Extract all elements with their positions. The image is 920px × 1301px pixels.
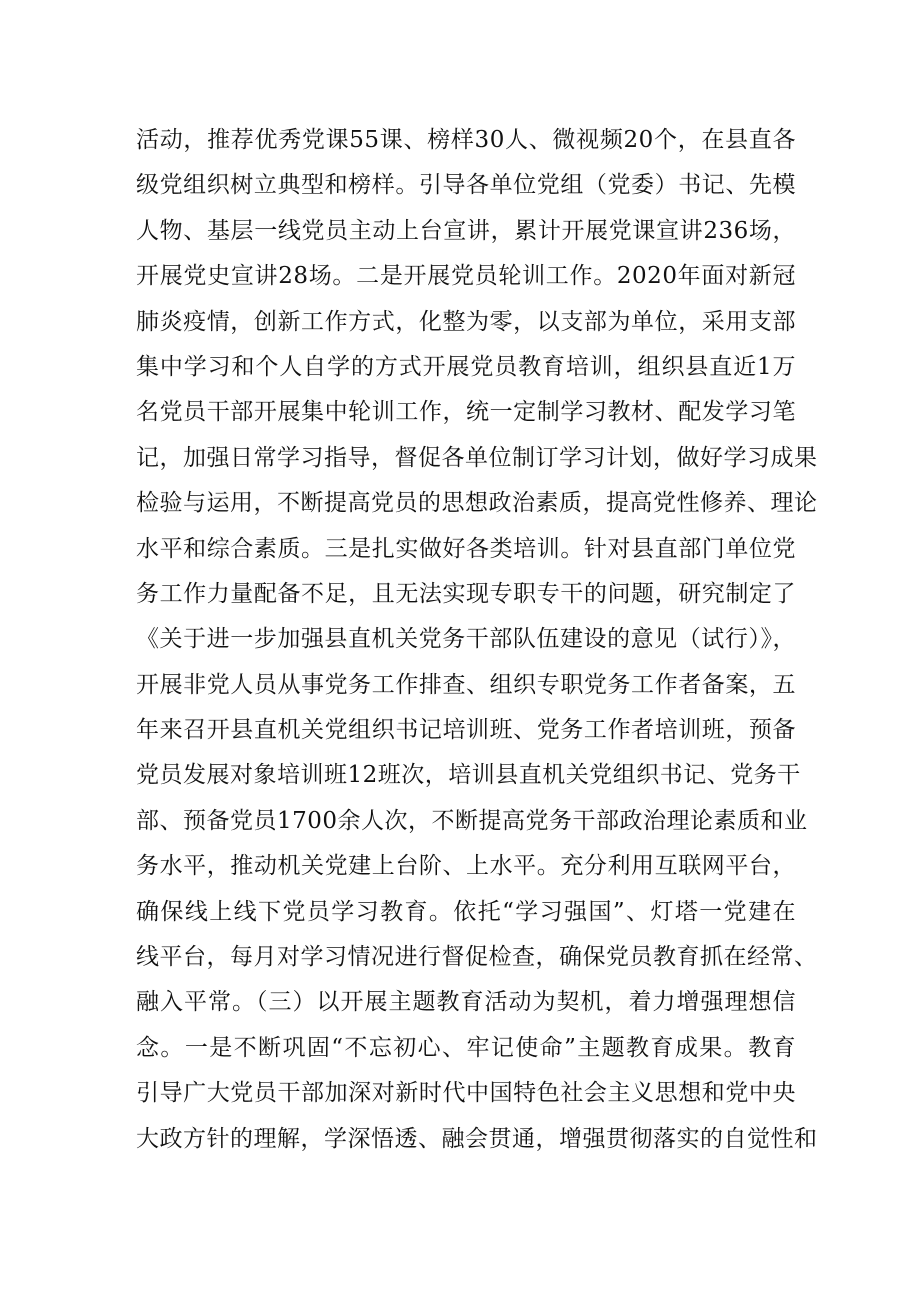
body-text xyxy=(136,118,818,1162)
text-line: 集中学习和个人自学的方式开展党员教育培训，组织县直近1万 xyxy=(136,353,796,380)
text-line: 活动，推荐优秀党课55课、榜样30人、微视频20个，在县直各 xyxy=(136,127,796,153)
text-line: 确保线上线下党员学习教育。依托“学习强国”、灯塔一党建在 xyxy=(136,898,796,925)
text-line: 级党组织树立典型和榜样。引导各单位党组（党委）书记、先模 xyxy=(136,172,796,199)
text-line: 《关于进一步加强县直机关党务干部队伍建设的意见（试行）》， xyxy=(136,626,796,653)
text-line: 融入平常。（三）以开展主题教育活动为契机，着力增强理想信 xyxy=(136,989,796,1016)
text-line: 检验与运用，不断提高党员的思想政治素质，提高党性修养、理论 xyxy=(136,490,818,517)
text-line: 大政方针的理解，学深悟透、融会贯通，增强贯彻落实的自觉性和 xyxy=(136,1125,818,1152)
text-line: 念。一是不断巩固“不忘初心、牢记使命”主题教育成果。教育 xyxy=(136,1034,796,1061)
text-line: 开展非党人员从事党务工作排查、组织专职党务工作者备案，五 xyxy=(136,671,796,698)
text-line: 党员发展对象培训班12班次，培训县直机关党组织书记、党务干 xyxy=(136,762,801,789)
text-line: 肺炎疫情，创新工作方式，化整为零，以支部为单位，采用支部 xyxy=(136,308,796,335)
text-line: 引导广大党员干部加深对新时代中国特色社会主义思想和党中央 xyxy=(136,1080,796,1107)
text-line: 开展党史宣讲28场。二是开展党员轮训工作。2020年面对新冠 xyxy=(136,263,796,290)
text-line: 部、预备党员1700余人次，不断提高党务干部政治理论素质和业 xyxy=(136,807,808,834)
text-line: 水平和综合素质。三是扎实做好各类培训。针对县直部门单位党 xyxy=(136,535,796,562)
text-line: 务工作力量配备不足，且无法实现专职专干的问题，研究制定了 xyxy=(136,580,796,607)
text-line: 人物、基层一线党员主动上台宣讲，累计开展党课宣讲236场， xyxy=(136,217,796,244)
text-line: 年来召开县直机关党组织书记培训班、党务工作者培训班，预备 xyxy=(136,717,796,744)
text-line: 名党员干部开展集中轮训工作，统一定制学习教材、配发学习笔 xyxy=(136,399,796,426)
text-line: 务水平，推动机关党建上台阶、上水平。充分利用互联网平台， xyxy=(136,853,796,880)
text-line: 记，加强日常学习指导，督促各单位制订学习计划，做好学习成果 xyxy=(136,444,818,471)
text-line: 线平台，每月对学习情况进行督促检查，确保党员教育抓在经常、 xyxy=(136,944,818,971)
